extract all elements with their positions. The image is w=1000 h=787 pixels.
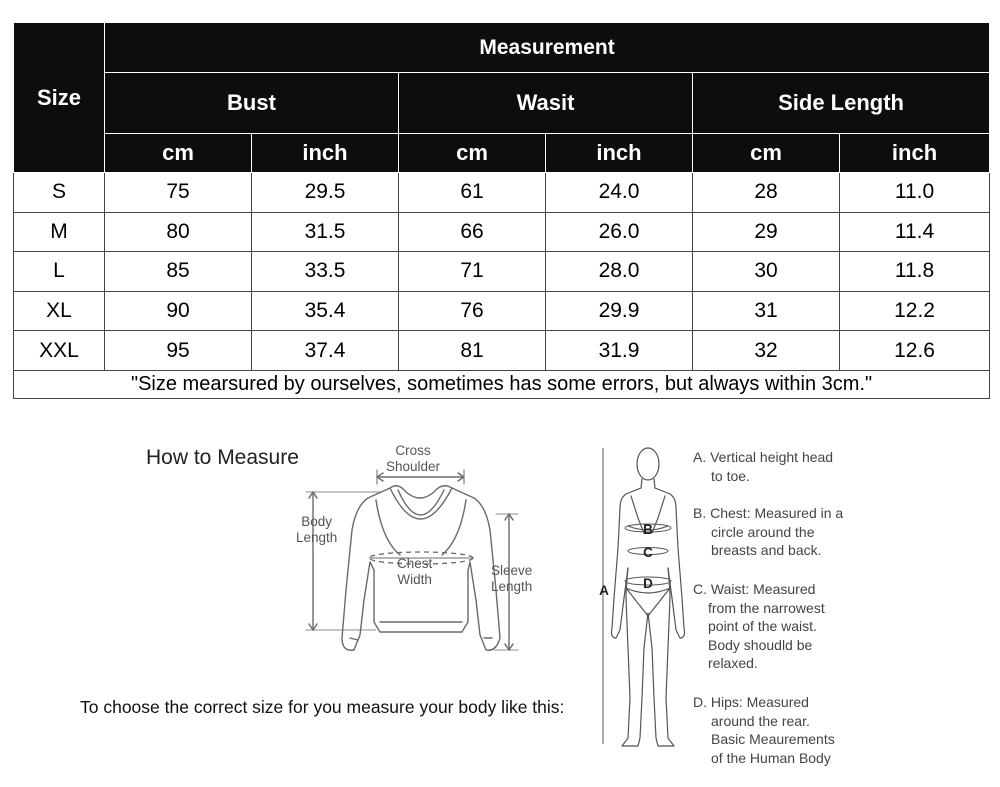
measurement-header: Measurement <box>105 23 990 73</box>
cross-shoulder-label-line-2: Shoulder <box>386 459 441 474</box>
legend-c-line-5: relaxed. <box>708 655 758 672</box>
legend-c <box>693 580 873 673</box>
legend-c-line-4: Body shoudld be <box>708 636 813 653</box>
body-length-label-line-2: Length <box>296 530 338 545</box>
unit-header: inch <box>546 134 693 173</box>
table-cell: 76 <box>399 291 546 331</box>
table-row <box>14 252 990 292</box>
table-cell: 32 <box>693 331 840 371</box>
table-cell: 31.9 <box>546 331 693 371</box>
size-cell: XXL <box>14 331 105 371</box>
table-cell: 80 <box>105 212 252 252</box>
table-row <box>14 291 990 331</box>
table-cell: 33.5 <box>252 252 399 292</box>
size-cell: L <box>14 252 105 292</box>
body-length-label-line-1: Body <box>301 514 333 529</box>
unit-header: inch <box>840 134 990 173</box>
how-to-measure-title: How to Measure <box>146 446 299 469</box>
table-row <box>14 173 990 213</box>
table-cell: 95 <box>105 331 252 371</box>
table-cell: 37.4 <box>252 331 399 371</box>
table-cell: 11.4 <box>840 212 990 252</box>
marker-b: B <box>643 522 653 537</box>
table-cell: 85 <box>105 252 252 292</box>
table-row <box>14 331 990 371</box>
legend-d-line-2: around the rear. <box>711 712 810 729</box>
table-cell: 28 <box>693 173 840 213</box>
legend-d-line-3: Basic Meaurements <box>711 731 835 748</box>
table-cell: 31 <box>693 291 840 331</box>
chest-width-label-line-2: Width <box>397 572 432 587</box>
chest-width-label <box>397 556 432 588</box>
table-cell: 71 <box>399 252 546 292</box>
bust-header: Bust <box>105 73 399 134</box>
table-cell: 81 <box>399 331 546 371</box>
table-cell: 29 <box>693 212 840 252</box>
size-cell: M <box>14 212 105 252</box>
sleeve-length-label <box>491 563 532 595</box>
table-cell: 61 <box>399 173 546 213</box>
chest-width-label-line-1: Chest <box>397 556 433 571</box>
table-cell: 30 <box>693 252 840 292</box>
unit-header: cm <box>399 134 546 173</box>
legend-b-line-2: circle around the <box>711 523 815 540</box>
marker-c: C <box>643 545 653 560</box>
table-cell: 29.5 <box>252 173 399 213</box>
waist-header: Wasit <box>399 73 693 134</box>
size-column-header: Size <box>14 23 105 173</box>
legend-a-line-2: to toe. <box>711 467 750 484</box>
table-cell: 12.6 <box>840 331 990 371</box>
legend-d-line-4: of the Human Body <box>711 749 831 766</box>
legend-b <box>693 504 873 560</box>
table-cell: 28.0 <box>546 252 693 292</box>
sleeve-length-label-line-2: Length <box>491 579 533 594</box>
cross-shoulder-label <box>386 443 440 475</box>
table-cell: 35.4 <box>252 291 399 331</box>
human-body-diagram <box>596 438 696 758</box>
table-cell: 11.8 <box>840 252 990 292</box>
legend-c-line-3: point of the waist. <box>708 618 817 635</box>
legend-c-line-1: C. Waist: Measured <box>693 581 816 597</box>
table-cell: 12.2 <box>840 291 990 331</box>
marker-d: D <box>643 576 653 591</box>
legend-c-line-2: from the narrowest <box>708 599 825 616</box>
unit-header: cm <box>693 134 840 173</box>
size-chart-table <box>13 22 990 399</box>
table-row <box>14 212 990 252</box>
table-cell: 26.0 <box>546 212 693 252</box>
size-cell: XL <box>14 291 105 331</box>
measurement-note: "Size mearsured by ourselves, sometimes has some errors, but always within 3cm." <box>14 370 990 398</box>
measure-instruction-text: To choose the correct size for you measure your body like this: <box>80 697 565 717</box>
table-cell: 31.5 <box>252 212 399 252</box>
table-cell: 11.0 <box>840 173 990 213</box>
size-cell: S <box>14 173 105 213</box>
legend-a <box>693 448 873 485</box>
table-cell: 66 <box>399 212 546 252</box>
legend-d <box>693 693 873 767</box>
legend-b-line-3: breasts and back. <box>711 542 822 559</box>
side-length-header: Side Length <box>693 73 990 134</box>
legend-d-line-1: D. Hips: Measured <box>693 694 809 710</box>
table-cell: 90 <box>105 291 252 331</box>
marker-a: A <box>599 583 609 598</box>
unit-header: inch <box>252 134 399 173</box>
table-cell: 75 <box>105 173 252 213</box>
legend-a-line-1: A. Vertical height head <box>693 449 834 465</box>
cross-shoulder-label-line-1: Cross <box>395 443 431 458</box>
unit-header: cm <box>105 134 252 173</box>
body-length-label <box>296 514 337 546</box>
table-cell: 24.0 <box>546 173 693 213</box>
sleeve-length-label-line-1: Sleeve <box>491 563 533 578</box>
legend-b-line-1: B. Chest: Measured in a <box>693 505 844 521</box>
table-cell: 29.9 <box>546 291 693 331</box>
